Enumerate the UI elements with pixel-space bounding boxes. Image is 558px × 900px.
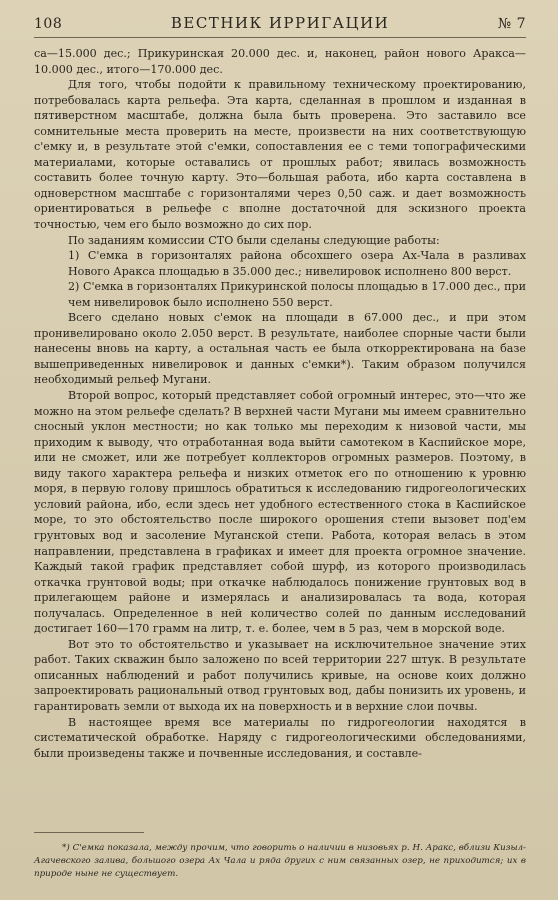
paragraph: Всего сделано новых с'емок на площади в 67.000 дес., и при этом пронивелировано около 2.050 верст. В результате, наиболее спорные части были нанесены вновь на карту, а остальная часть ее была откорректирована на базе вышеприведенных нивелировок и данных с'емки*). Таким образом получился необходимый рельеф Мугани. (34, 311, 526, 387)
header-rule (34, 37, 526, 38)
journal-title: ВЕСТНИК ИРРИГАЦИИ (170, 14, 390, 32)
article-body (34, 46, 526, 761)
footnote-rule (34, 832, 144, 833)
running-header (34, 14, 526, 32)
issue-number: № 7 (497, 16, 526, 32)
paragraph: Вот это то обстоятельство и указывает на исключительное значение этих работ. Таких скважин было заложено по всей территории 227 штук. В результате описанных наблюдений и работ получились кривые, на основе коих должно запроектировать рациональный отвод грунтовых вод, дабы понизить их уровень, и гарантировать земли от выхода их на поверхность и в верхние слои почвы. (34, 637, 526, 713)
paragraph: са—15.000 дес.; Прикуринская 20.000 дес. и, наконец, район нового Аракса—10.000 дес., итого—170.000 дес. (34, 47, 526, 76)
paragraph: По заданиям комиссии СТО были сделаны следующие работы: (68, 233, 440, 247)
paragraph: 1) С'емка в горизонталях района обсохшего озера Ах-Чала в разливах Нового Аракса площадью в 35.000 дес.; нивелировок исполнено 800 верст. (68, 249, 526, 278)
paragraph: Для того, чтобы подойти к правильному техническому проектированию, потребовалась карта рельефа. Эта карта, сделанная в прошлом и изданная в пятиверстном масштабе, должна была быть проверена. Это заставило все сомнительные места проверить на месте, произвести на них соответствующую с'емку и, в результате этой с'емки, сопоставления ее с теми топографическими материалами, которые оставались от прошлых работ; явилась возможность составить более точную карту. Это—большая работа, ибо карта составлена в одноверстном масштабе с горизонталями через 0,50 саж. и дает возможность ориентироваться в рельефе с вполне достаточной для эскизного проекта точностью, чем его было возможно до сих пор. (34, 78, 526, 232)
paragraph: В настоящее время все материалы по гидрогеологии находятся в систематической обработке. Наряду с гидрогеологическими обследованиями, были произведены также и почвенные исследования, и составле- (34, 715, 526, 760)
page-number: 108 (34, 16, 63, 32)
paragraph: 2) С'емка в горизонталях Прикуринской полосы площадью в 17.000 дес., при чем нивелировок было исполнено 550 верст. (68, 280, 526, 309)
footnote: *) С'емка показала, между прочим, что говорить о наличии в низовьях р. Н. Аракс, вблизи Кизыл-Агачевского залива, большого озера Ах Чала и ряда других с ним связанных озер, не приходится; их в природе ныне не существует. (34, 843, 526, 879)
paragraph: Второй вопрос, который представляет собой огромный интерес, это—что же можно на этом рельефе сделать? В верхней части Мугани мы имеем сравнительно сносный уклон местности; но как только мы переходим к низовой части, мы приходим к выводу, что отработанная вода выйти самотеком в Каспийское море, или не сможет, или же потребует коллекторов огромных размеров. Поэтому, в виду такого характера рельефа и низких отметок его по отношению к уровню моря, в первую голову пришлось обратиться к исследованию гидрогеологических условий района, ибо, если здесь нет удобного естественного стока в Каспийское море, то это обстоятельство после широкого орошения степи вызовет под'ем грунтовых вод и засоление Муганской степи. Работа, которая велась в этом направлении, представлена в графиках и имеет для проекта огромное значение. Каждый такой график представляет собой шурф, из которого производилась откачка грунтовой воды; при откачке наблюдалось понижение грунтовых вод в прилегающем районе и измерялась и анализировалась та вода, которая получалась. Определенное в ней количество солей по данным исследований достигает 160—170 грамм на литр, т. е. более, чем в 5 раз, чем в морской воде. (34, 389, 526, 636)
